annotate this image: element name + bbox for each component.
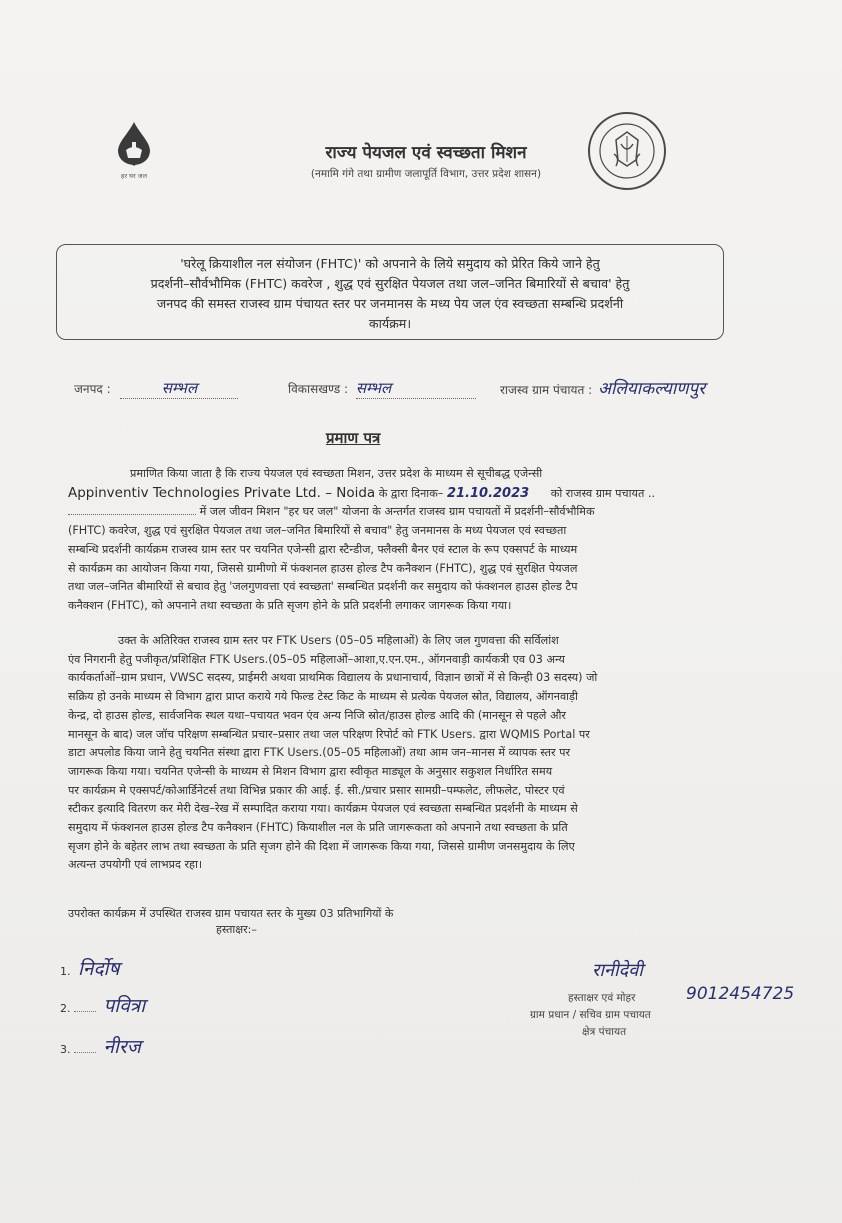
panchayat-field <box>500 376 705 399</box>
participant-signature-2 <box>60 992 145 1018</box>
program-description-box <box>56 244 724 340</box>
participant-signature: नीरज <box>103 1036 141 1058</box>
pradhan-signature: रानीदेवी <box>592 960 643 981</box>
para2-line-9: पर कार्यक्रम मे एक्सपर्ट/कोआर्डिनेटर्स तथा विभिन्न प्रकार की आई. ई. सी./प्रचार प्रसार सामग्री–पम्फलेट, लीफलेट, पोस्टर एवं <box>68 783 565 797</box>
para2-line-12: सृजग होने के बहेतर लाभ तथा स्वच्छता के प्रति सृजग होने की दिशा में जागरूक किया गया, जिससे ग्रामीण जनसमुदाय के लिए <box>68 839 575 853</box>
signature-dots <box>74 1011 96 1012</box>
signature-intro <box>68 906 393 938</box>
date-suffix: को राजस्व ग्राम पचायत .. <box>550 486 656 500</box>
block-line <box>356 378 476 399</box>
participant-signature: पवित्रा <box>103 995 146 1017</box>
signature-dots <box>74 1052 96 1053</box>
mission-title: राज्य पेयजल एवं स्वच्छता मिशन <box>325 143 527 163</box>
seal-emblem-icon <box>586 110 668 192</box>
district-label: जनपद : <box>74 382 111 396</box>
para2-line-7: डाटा अपलोड किया जाने हेतु चयनित संस्था द्वारा FTK Users.(05–05 महिलाओं) तथा आम जन–मानस में व्यापक स्तर पर <box>68 746 571 760</box>
pradhan-phone: 9012454725 <box>686 984 795 1004</box>
pradhan-designation: ग्राम प्रधान / सचिव ग्राम पचायत <box>530 1009 651 1021</box>
program-line-4: कार्यक्रम। <box>368 316 412 331</box>
para1-line-6: से कार्यक्रम का आयोजन किया गया, जिससे ग्रामीणो में फंक्शनल हाउस होल्ड टैप कनैक्शन (FHTC), शुद्ध एवं सुरक्षित पेयजल <box>68 561 578 575</box>
pradhan-block <box>530 990 842 1041</box>
para2-line-6: मानसून के बाद) जल जॉच परिक्षण सम्बन्धित प्रचार–प्रसार तथा जल परिक्षण रिपोर्ट को FTK Users. द्वारा WQMIS Portal पर <box>68 727 590 741</box>
para2-line-5: केन्द्र, दो हाउस होल्ड, सार्वजनिक स्थल यथा–पचायत भवन एंव अन्य निजि स्रोत/हाउस होल्ड आदि की (मानसून से पहले और <box>68 708 566 722</box>
district-value: सम्भल <box>161 379 198 397</box>
block-label: विकासखण्ड : <box>288 382 349 396</box>
participant-signature-1 <box>60 955 119 981</box>
para2-line-1: उक्त के अतिरिक्त राजस्व ग्राम स्तर पर FTK Users (05–05 महिलाओं) के लिए जल गुणवत्ता की सर्विलांश <box>118 634 559 647</box>
signature-intro-line-1: उपरोक्त कार्यक्रम में उपस्थित राजस्व ग्राम पचायत स्तर के मुख्य 03 प्रतिभागियों के <box>68 907 394 920</box>
signature-intro-line-2: हस्ताक्षर:– <box>216 923 257 936</box>
para1-line-7: तथा जल–जनित बीमारियों से बचाव हेतु 'जलगुणवत्ता एवं स्वच्छता' सम्बन्धित प्रदर्शनी कर समुदाय को फंक्शनल हाउस होल्ड टैप <box>68 580 578 594</box>
up-government-seal <box>586 110 668 192</box>
date-prefix: के द्वारा दिनाक– <box>378 486 444 500</box>
district-field <box>74 378 238 399</box>
program-line-2: प्रदर्शनी–सौर्वभौमिक (FHTC) कवरेज , शुद्ध एवं सुरक्षित पेयजल तथा जल–जनित बिमारियों से बचाव' हेतु <box>150 276 630 291</box>
block-field <box>288 378 476 399</box>
para2-line-4: सक्रिय हो उनके माध्यम से विभाग द्वारा प्राप्त कराये गये फिल्ड टेस्ट किट के माध्यम से प्रत्येक पेयजल स्रोत, विद्यालय, ऑगनवाड़ी <box>68 690 578 704</box>
participant-signature: निर्दोष <box>78 958 120 980</box>
program-line-3: जनपद की समस्त राजस्व ग्राम पंचायत स्तर पर जनमानस के मध्य पेय जल एंव स्वच्छता सम्बन्धि प्रदर्शनी <box>156 296 624 311</box>
para2-line-11: समुदाय में फंक्शनल हाउस होल्ड टैप कनैक्शन (FHTC) कियाशील नल के प्रति जागरूकता को अपनाने तथा स्वच्छता के प्रति <box>68 821 568 835</box>
participant-signature-3 <box>60 1033 141 1059</box>
para2-line-10: स्टीकर इत्यादि वितरण कर मेरी देख–रेख में सम्पादित कराया गया। कार्यक्रम पेयजल एवं स्वच्छता सम्बन्धित प्रदर्शनी के माध्यम से <box>68 802 578 816</box>
para1-line-3-text: में जल जीवन मिशन "हर घर जल" योजना के अन्तर्गत राजस्व ग्राम पचायतों में प्रदर्शनी–सौर्वभौमिक <box>199 505 595 519</box>
para1-line-4: (FHTC) कवरेज, शुद्ध एवं सुरक्षित पेयजल तथा जल–जनित बिमारियों से बचाव" हेतु जनमानस के मध्य पेयजल एवं स्वच्छता <box>68 524 567 538</box>
para2-line-2: एंव निगरानी हेतु पजीकृत/प्रशिक्षित FTK Users.(05–05 महिलाओं–आशा,ए.एन.एम., ऑगनवाड़ी कार्यकत्री एव 03 अन्य <box>68 652 565 666</box>
block-value: सम्भल <box>355 379 392 397</box>
agency-name: Appinventiv Technologies Private Ltd. – Noida <box>68 484 376 501</box>
para1-line-3 <box>68 503 760 522</box>
kshetra-panchayat: क्षेत्र पंचायत <box>582 1026 627 1038</box>
panchayat-blank <box>68 514 196 515</box>
participant-number: 3. <box>60 1043 71 1056</box>
para1-line-2 <box>68 484 760 504</box>
para1-line-1: प्रमाणित किया जाता है कि राज्य पेयजल एवं स्वच्छता मिशन, उत्तर प्रदेश के माध्यम से सूचीबद्ध एजेन्सी <box>130 467 543 480</box>
district-line <box>120 378 238 399</box>
para2-line-8: जागरूक किया गया। चयनित एजेन्सी के माध्यम से मिशन विभाग द्वारा स्वीकृत माड्यूल के अनुसार सकुशल निर्धारित समय <box>68 764 553 778</box>
program-date: 21.10.2023 <box>446 485 530 501</box>
para2-line-13: अत्यन्त उपयोगी एवं लाभप्रद रहा। <box>68 858 203 872</box>
para1-line-8: कनैक्शन (FHTC), को अपनाने तथा स्वच्छता के प्रति सृजग होने के प्रति प्रदर्शनी लगाकर जागरूक किया गया। <box>68 598 512 612</box>
certificate-paragraph-1 <box>68 465 760 616</box>
participant-number: 2. <box>60 1002 71 1015</box>
logo-tagline: हर घर जल <box>121 172 147 180</box>
program-line-1: 'घरेलू क्रियाशील नल संयोजन (FHTC)' को अपनाने के लिये समुदाय को प्रेरित किये जाने हेतु <box>180 256 600 271</box>
para2-line-3: कार्यकर्ताओं–ग्राम प्रधान, VWSC सदस्य, प्राईमरी अथवा प्राथमिक विद्यालय के प्रधानाचार्य, विज्ञान छात्रों में से किन्ही 03 सदस्य) जो <box>68 671 598 685</box>
certificate-paragraph-2 <box>68 632 760 875</box>
mission-subtitle: (नमामि गंगे तथा ग्रामीण जलापूर्ति विभाग, उत्तर प्रदेश शासन) <box>310 168 542 180</box>
para1-line-5: सम्बन्धि प्रदर्शनी कार्यक्रम राजस्व ग्राम स्तर पर चयनित एजेन्सी द्वारा स्टैन्डीज, फ्लैक्सी बैनर एवं स्टाल के रूप एक्सपर्ट के माध्यम <box>68 542 578 556</box>
certificate-title: प्रमाण पत्र <box>326 429 381 447</box>
sign-seal-label: हस्ताक्षर एवं मोहर <box>568 992 636 1004</box>
participant-number: 1. <box>60 965 71 978</box>
panchayat-value: अलियाकल्याणपुर <box>597 379 706 399</box>
panchayat-label: राजस्व ग्राम पंचायत : <box>500 383 593 397</box>
